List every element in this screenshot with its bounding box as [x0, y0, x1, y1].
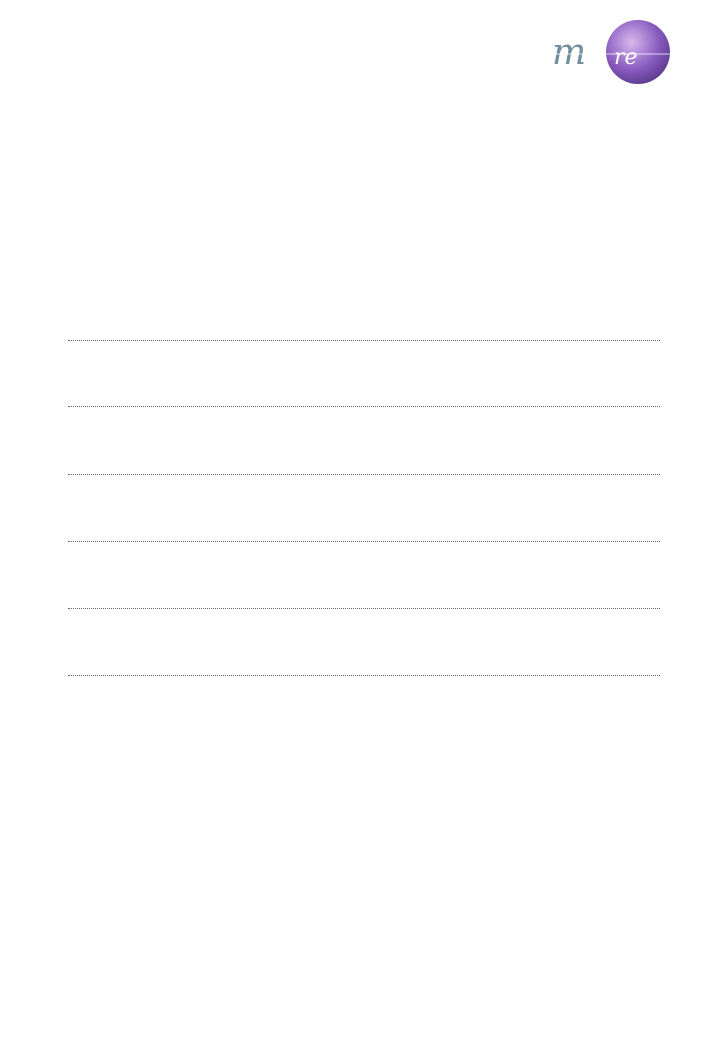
- svg-text:a: a: [588, 43, 604, 73]
- brand-logo: [548, 14, 678, 98]
- svg-text:m: m: [552, 32, 587, 73]
- menu-item: [68, 316, 660, 341]
- svg-text:re: re: [614, 45, 638, 70]
- bottom-leaf-decoration: [0, 812, 720, 1040]
- top-gold-divider: [0, 219, 720, 226]
- menu-item: [68, 651, 660, 676]
- menu-item: [68, 584, 660, 609]
- menu-item: [68, 450, 660, 475]
- menu-item: [68, 517, 660, 542]
- menu-item: [68, 382, 660, 407]
